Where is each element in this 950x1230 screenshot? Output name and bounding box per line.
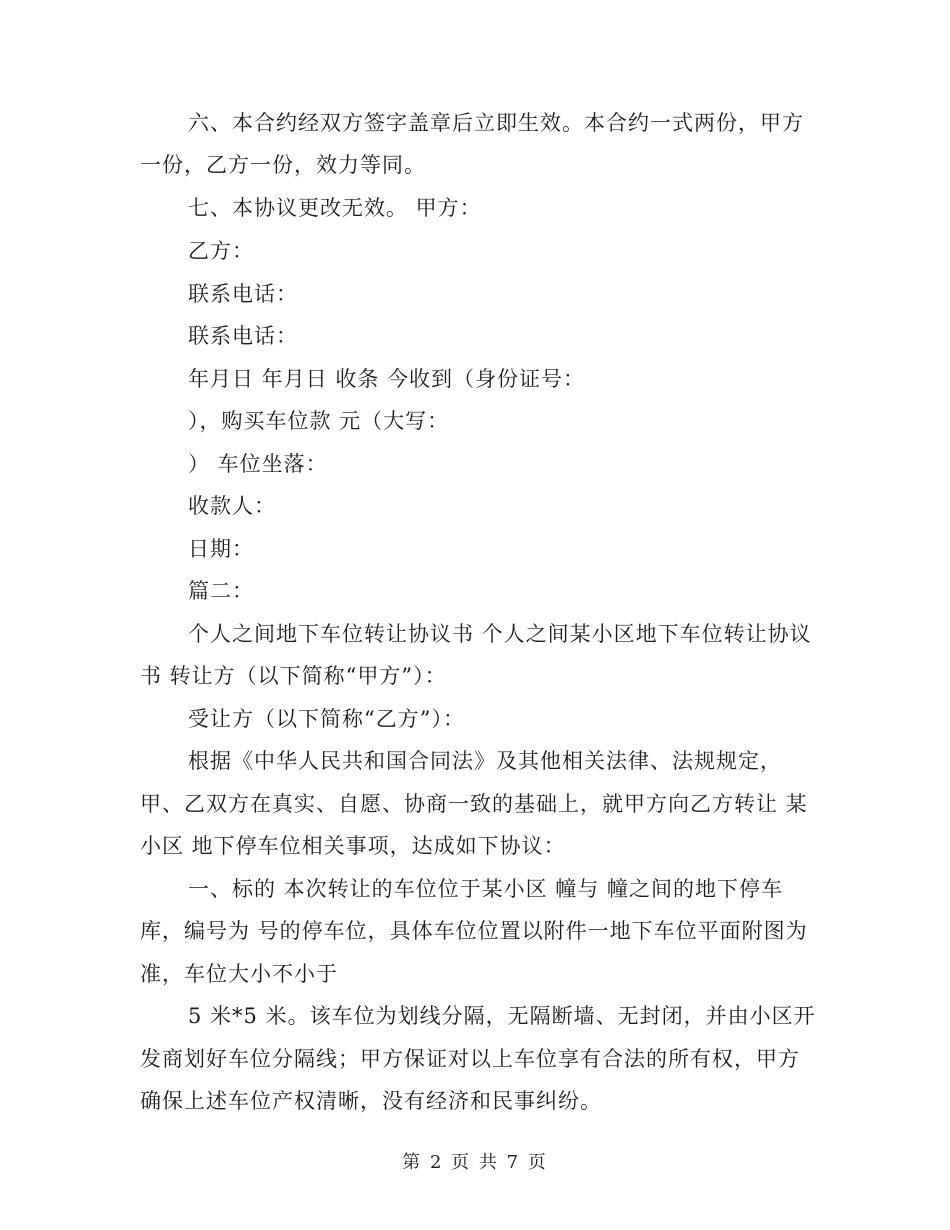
page-number-footer: 第 2 页 共 7 页 [402, 1152, 548, 1173]
paragraph-line: 七、本协议更改无效。 甲方： [188, 196, 482, 220]
paragraph-line: 联系电话： [188, 324, 298, 348]
paragraph-line: 受让方（以下简称“乙方”）： [188, 707, 465, 731]
section-heading: 篇二： [188, 579, 254, 603]
paragraph-line: ） 车位坐落： [188, 452, 328, 476]
paragraph-line: 准，车位大小不小于 [140, 962, 338, 986]
paragraph-line: 甲、乙双方在真实、自愿、协商一致的基础上，就甲方向乙方转让 某 [140, 792, 808, 816]
paragraph-line: ），购买车位款 元（大写： [188, 409, 450, 433]
paragraph-line: 年月日 年月日 收条 今收到（身份证号： [188, 367, 586, 391]
paragraph-line: 乙方： [188, 239, 254, 263]
paragraph-line: 一、标的 本次转让的车位位于某小区 幢与 幢之间的地下停车 [188, 877, 784, 901]
paragraph-line: 5 米*5 米。该车位为划线分隔，无隔断墙、无封闭，并由小区开 [188, 1004, 816, 1028]
paragraph-line: 小区 地下停车位相关事项，达成如下协议： [140, 834, 566, 858]
paragraph-line: 联系电话： [188, 282, 298, 306]
paragraph-line: 根据《中华人民共和国合同法》及其他相关法律、法规规定， [188, 749, 782, 773]
paragraph-line: 书 转让方（以下简称“甲方”）： [140, 664, 447, 688]
paragraph-line: 发商划好车位分隔线；甲方保证对以上车位享有合法的所有权，甲方 [140, 1047, 800, 1071]
paragraph-line: 库，编号为 号的停车位，具体车位位置以附件一地下车位平面附图为 [140, 919, 808, 943]
paragraph-line: 收款人： [188, 494, 276, 518]
paragraph-line: 一份，乙方一份，效力等同。 [140, 153, 426, 177]
paragraph-line: 确保上述车位产权清晰，没有经济和民事纠纷。 [140, 1089, 602, 1113]
paragraph-line: 个人之间地下车位转让协议书 个人之间某小区地下车位转让协议 [188, 622, 812, 646]
paragraph-line: 六、本合约经双方签字盖章后立即生效。本合约一式两份，甲方 [188, 111, 804, 135]
paragraph-line: 日期： [188, 537, 254, 561]
